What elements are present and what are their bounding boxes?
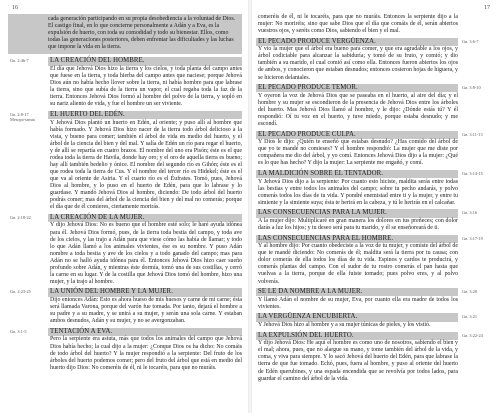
section-heading: EL PECADO PRODUCE CULPA. <box>256 131 458 139</box>
section-heading: SE LE DA NOMBRE A LA MUJER. <box>256 288 458 296</box>
scripture-reference: Gn. 2:4b-7 <box>10 58 29 64</box>
section-verguenza <box>258 38 496 82</box>
section-text: Y vio la mujer que el árbol era bueno para comer, y que era agradable a los ojos, y árbol codiciable para alcanzar la sabiduría; y tomó de su fruto, y comió; y dio también a su marido, el cual comió así como ella. Entonces fueron abiertos los ojos de ambos, y conocieron que estaban desnudos; entonces cosieron hojas de higuera, y se hicieron delantales. <box>258 46 458 81</box>
scripture-reference: Gn. 2:8-17 Mesopo-tamia <box>10 111 35 122</box>
section-text: Dijo entonces Adán: Esto es ahora hueso de mis huesos y carne de mi carne; ésta será llamada Varona, porque del varón fue tomada. Por tanto, dejará el hombre a su padre y a su madre, y se unirá a su mujer, y serán una sola carne. Y estaban ambos desnudos, Adán y su mujer, y no se avergonzaban. <box>50 297 242 325</box>
scripture-reference: Gn. 3:11-13 <box>462 131 483 137</box>
scripture-reference: Gn. 3:14-15 <box>462 170 483 176</box>
section-temor <box>258 84 496 128</box>
section-text: Y Jehová Dios hizo al hombre y a su mujer túnicas de pieles, y los vistió. <box>258 322 431 329</box>
section-text: Y Dios le dijo: ¿Quién te enseñó que estabas desnudo? ¿Has comido del árbol de que yo te mandé no comieses? Y el hombre respondió: La mujer que me diste por compañera me dio del árbol, y yo comí. Entonces Jehová Dios dijo a la mujer: ¿Qué es lo que has hecho? Y dijo la mujer: La serpiente me engañó, y comí. <box>258 139 458 167</box>
right-page <box>252 0 500 413</box>
section-creacion-mujer <box>10 214 242 286</box>
section-union <box>10 288 242 325</box>
section-heading: LAS CONSECUENCIAS PARA EL HOMBRE. <box>256 235 458 243</box>
scripture-reference: Gn. 3:8-10 <box>462 85 481 91</box>
section-consecuencias-mujer <box>258 209 496 232</box>
scripture-reference: Gn. 2:18-22 <box>10 214 31 220</box>
section-expulsion <box>258 332 496 383</box>
section-heading: LA MALDICIÓN SOBRE EL TENTADOR. <box>256 170 458 178</box>
left-page-body <box>10 14 242 409</box>
scripture-reference: Gn. 3:16 <box>462 210 478 216</box>
scripture-reference: Gn. 3:1-5 <box>10 328 27 334</box>
section-text: El día que Jehová Dios hizo la tierra y los cielos, y toda planta del campo antes que fuese en la tierra, y toda hierba del campo antes que naciese; porque Jehová Dios aún no había hecho llover sobre la tierra, ni había hombre para que labrase la tierra, sino que subía de la tierra un vapor, el cual regaba toda la faz de la tierra. Entonces Jehová Dios formó al hombre del polvo de la tierra, y sopló en su nariz aliento de vida, y fue el hombre un ser viviente. <box>50 66 242 108</box>
section-heading: LA CREACIÓN DE LA MUJER. <box>48 214 242 222</box>
section-maldicion <box>258 170 496 207</box>
section-heading: EL HUERTO DEL EDÉN. <box>48 111 242 119</box>
scripture-reference: Gn. 3:22-24 <box>462 332 483 338</box>
page-number-right: 17 <box>484 5 490 11</box>
section-culpa <box>258 131 496 168</box>
continued-paragraph: comeréis de él, ni le tocaréis, para que no muráis. Entonces la serpiente dijo a la mujer: No moriréis; sino que sabe Dios que el día que comáis de él, serán abiertos vuestros ojos, y seréis como Dios, sabiendo el bien y el mal. <box>258 14 458 35</box>
right-page-body <box>258 14 496 409</box>
section-creacion-hombre <box>10 57 242 108</box>
section-text: Y al hombre dijo: Por cuanto obedeciste a la voz de tu mujer, y comiste del árbol de que te mandé diciendo: No comerás de él; maldita será la tierra por tu causa; con dolor comerás de ella todos los días de tu vida. Espinos y cardos te producirá, y comerás plantas del campo. Con el sudor de tu rostro comerás el pan hasta que vuelvas a la tierra, porque de ella fuiste tomado; pues polvo eres, y al polvo volverás. <box>258 243 458 285</box>
intro-paragraph: cada generación participando en su propia desobediencia a la voluntad de Dios. El castigo final, en lo que concierne personalmente a Adán y a Eva, es la expulsión de huerto, con toda su comodidad y todo su bienestar. Ellos, como todas las generaciones posteriores, deben enfrentar las dificultades y las luchas que impone la vida en la tierra. <box>8 14 242 54</box>
section-heading: TENTACIÓN A EVA. <box>48 328 242 336</box>
left-page <box>0 0 248 413</box>
section-heading: LAS CONSECUENCIAS PARA LA MUJER. <box>256 209 458 217</box>
section-heading: LA CREACIÓN DEL HOMBRE. <box>48 57 242 65</box>
scripture-reference: Gn. 3:21 <box>462 314 478 320</box>
scripture-reference: Gn. 3:6-7 <box>462 38 479 44</box>
section-text: A la mujer dijo: Multiplicaré en gran manera los dolores en tus preñeces; con dolor darás a luz los hijos; y tu deseo será para tu marido, y él se enseñoreará de ti. <box>258 218 458 232</box>
section-heading: LA VERGÜENZA ENCUBIERTA. <box>256 313 458 321</box>
section-text: Y oyeron la voz de Jehová Dios que se paseaba en el huerto, al aire del día; y el hombre y su mujer se escondieron de la presencia de Jehová Dios entre los árboles del huerto. Mas Jehová Dios llamó al hombre, y le dijo: ¿Dónde estás tú? Y él respondió: Oí tu voz en el huerto, y tuve miedo, porque estaba desnudo; y me escondí. <box>258 92 458 127</box>
section-text: Y Jehová Dios dijo a la serpiente: Por cuanto esto hiciste, maldita serás entre todas las bestias y entre todos los animales del campo; sobre tu pecho andarás, y polvo comerás todos los días de tu vida. Y pondré enemistad entre ti y la mujer, y entre tu simiente y la simiente suya; ésta te herirá en la cabeza, y tú le herirás en el calcañar. <box>258 178 458 206</box>
scripture-reference: Gn. 3:17-19 <box>462 235 483 241</box>
scripture-reference: Gn. 3:20 <box>462 289 478 295</box>
page-number-left: 16 <box>12 5 18 11</box>
section-heading: LA EXPULSIÓN DEL HUERTO. <box>256 332 458 340</box>
section-heading: EL PECADO PRODUCE VERGÜENZA. <box>256 38 458 46</box>
section-consecuencias-hombre <box>258 235 496 286</box>
section-text: Pero la serpiente era astuta, más que todos los animales del campo que Jehová Dios había hecho; la cual dijo a la mujer: ¿Conque Dios os ha dicho: No comáis de todo árbol del huerto? Y la mujer respondió a la serpiente: Del fruto de los árboles del huerto podemos comer; pero del fruto del árbol que está en medio del huerto dijo Dios: No comeréis de él, ni le tocaréis, para que no muráis. <box>50 336 242 371</box>
section-text: Y dijo Jehová Dios: No es bueno que el hombre esté solo; le haré ayuda idónea para él. Jehová Dios formó, pues, de la tierra toda bestia del campo, y toda ave de los cielos, y las trajo a Adán para que viese cómo las había de llamar; y todo lo que Adán llamó a los animales vivientes, ése es su nombre. Y puso Adán nombre a toda bestia y ave de los cielos y a todo ganado del campo; mas para Adán no se halló ayuda idónea para él. Entonces Jehová Dios hizo caer sueño profundo sobre Adán, y mientras éste dormía, tomó una de sus costillas, y cerró la carne en su lugar. Y de la costilla que Jehová Dios tomó del hombre, hizo una mujer, y la trajo al hombre. <box>50 222 242 285</box>
section-tentacion <box>10 328 242 372</box>
section-heading: LA UNIÓN DEL HOMBRE Y LA MUJER. <box>48 288 242 296</box>
section-nombre-mujer <box>258 288 496 311</box>
scripture-reference: Gn. 2:23-25 <box>10 289 31 295</box>
section-text: Y Jehová Dios plantó un huerto en Edén, al oriente; y puso allí al hombre que había formado. Y Jehová Dios hizo nacer de la tierra todo árbol delicioso a la vista, y bueno para comer; también el árbol de vida en medio del huerto, y el árbol de la ciencia del bien y del mal. Y salía de Edén un río para regar el huerto, y de allí se repartía en cuatro brazos. El nombre del uno era Pisón; éste es el que rodea toda la tierra de Havila, donde hay oro; y el oro de aquella tierra es bueno; hay allí también bedelio y ónice. El nombre del segundo río es Gihón; éste es el que rodea toda la tierra de Cus. Y el nombre del tercer río es Hidekel; éste es el que va al oriente de Asiria. Y el cuarto río es el Éufrates. Tomó, pues, Jehová Dios al hombre, y lo puso en el huerto de Edén, para que lo labrase y lo guardase. Y mandó Jehová Dios al hombre, diciendo: De todo árbol del huerto podrás comer; mas del árbol de la ciencia del bien y del mal no comerás; porque el día que de él comieres, ciertamente morirás. <box>50 119 242 211</box>
section-heading: EL PECADO PRODUCE TEMOR. <box>256 84 458 92</box>
section-text: Y llamó Adán el nombre de su mujer, Eva, por cuanto ella era madre de todos los vivientes. <box>258 296 458 310</box>
section-huerto-eden <box>10 111 242 211</box>
section-verguenza-encubierta <box>258 313 496 329</box>
section-text: Y dijo Jehová Dios: He aquí el hombre es como uno de nosotros, sabiendo el bien y el mal; ahora, pues, que no alargue su mano, y tome también del árbol de la vida, y coma, y viva para siempre. Y lo sacó Jehová del huerto del Edén, para que labrase la tierra de que fue tomado. Echó, pues, fuera al hombre, y puso al oriente del huerto de Edén querubines, y una espada encendida que se revolvía por todos lados, para guardar el camino del árbol de la vida. <box>258 340 458 382</box>
